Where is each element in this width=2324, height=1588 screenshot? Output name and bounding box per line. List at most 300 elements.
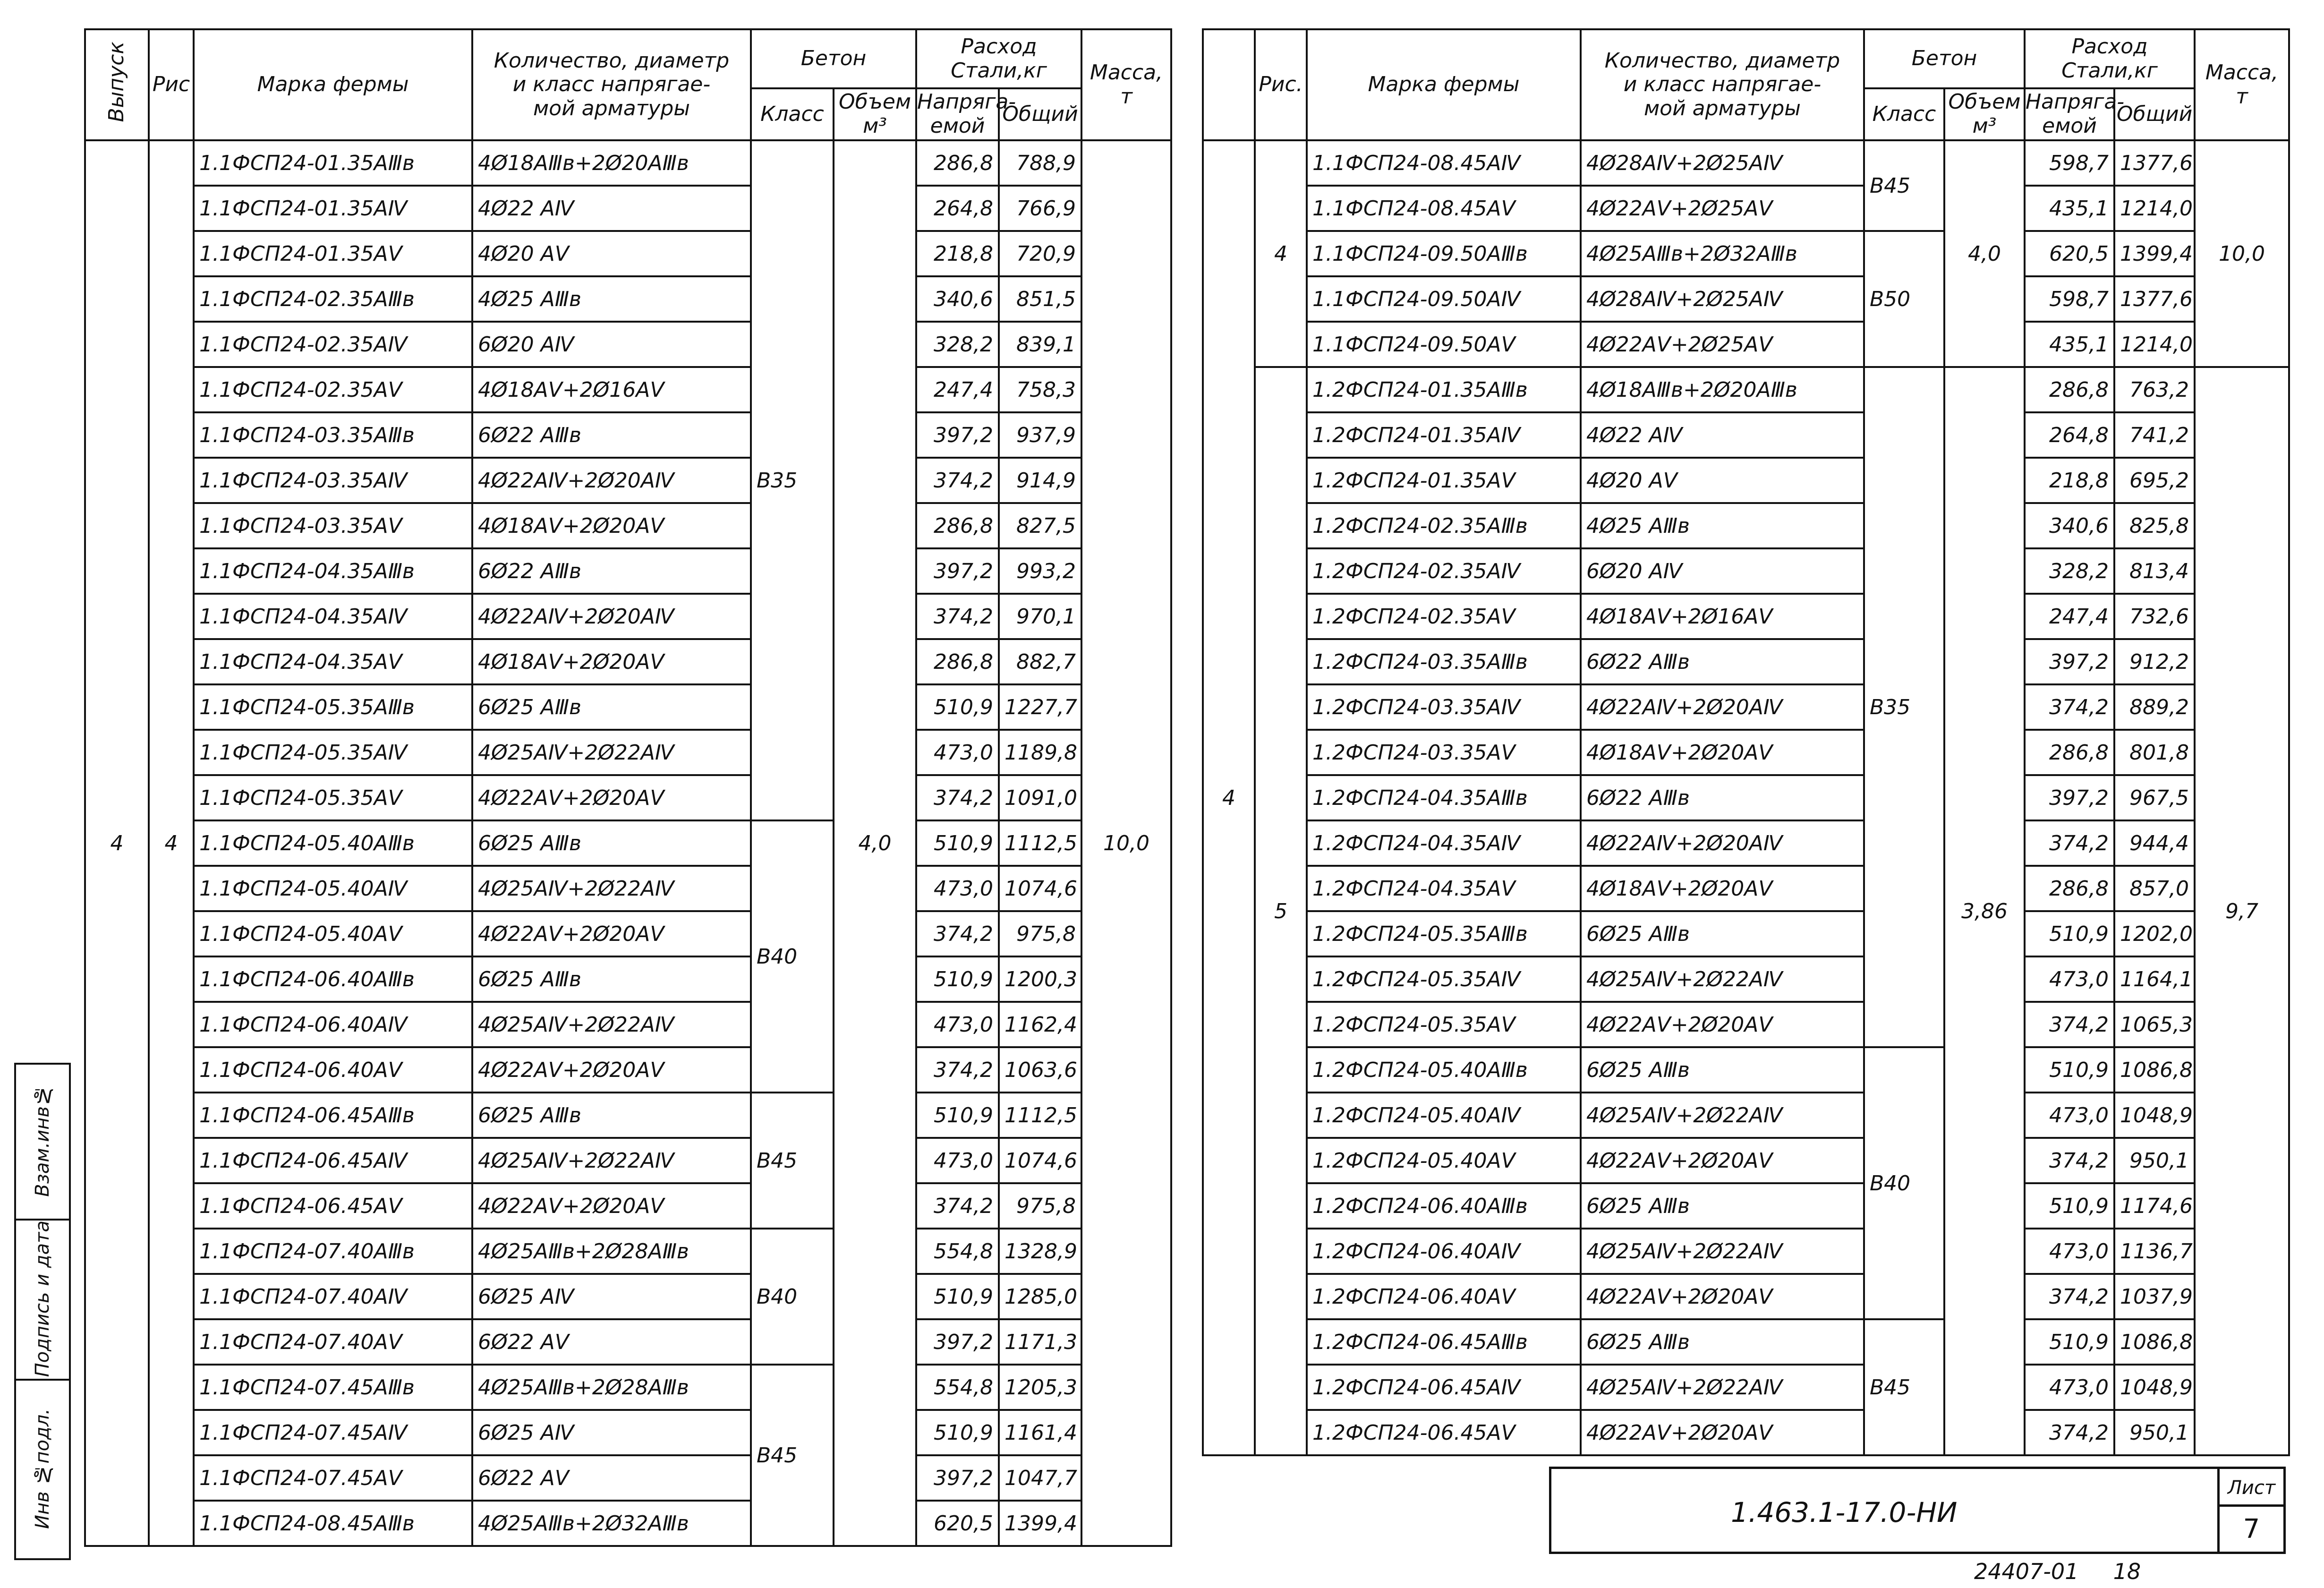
marka-cell: 1.1ФСП24-01.35АⅢв [194,140,472,186]
armatura-cell: 6Ø22 АⅢв [1581,639,1864,684]
armatura-cell: 4Ø22АⅤ+2Ø25АⅤ [1581,322,1864,367]
header-rashod-obsh-right: Общий [2114,88,2195,140]
obsh-cell: 967,5 [2114,775,2195,820]
obsh-cell: 695,2 [2114,458,2195,503]
obsh-cell: 944,4 [2114,820,2195,866]
napr-cell: 554,8 [916,1229,999,1274]
table-row [85,730,1171,775]
table-row [85,231,1171,276]
obsh-cell: 970,1 [999,594,1081,639]
header-ris-right: Рис. [1255,29,1307,140]
table-row [1203,1138,2289,1183]
beton-obem-cell: 4,0 [834,140,916,1546]
table-row [85,911,1171,956]
ris-cell: 5 [1255,367,1307,1455]
marka-cell: 1.1ФСП24-02.35АⅢв [194,276,472,322]
napr-cell: 435,1 [2025,186,2114,231]
table-row [1203,322,2289,367]
armatura-cell: 4Ø28АⅣ+2Ø25АⅣ [1581,140,1864,186]
napr-cell: 510,9 [916,684,999,730]
marka-cell: 1.2ФСП24-04.35АⅣ [1307,820,1581,866]
beton-klass-cell: B35 [751,140,834,820]
table-row [85,594,1171,639]
napr-cell: 510,9 [2025,1183,2114,1229]
stamp-vzam: Взам.инв№ [15,1064,70,1220]
title-code: 1.463.1-17.0-НИ [1731,1496,1958,1528]
napr-cell: 435,1 [2025,322,2114,367]
napr-cell: 598,7 [2025,276,2114,322]
header-ris: Рис [149,29,194,140]
marka-cell: 1.1ФСП24-07.40АⅢв [194,1229,472,1274]
obsh-cell: 1074,6 [999,1138,1081,1183]
vypusk-cell: 4 [85,140,149,1546]
table-row [85,276,1171,322]
obsh-cell: 1214,0 [2114,186,2195,231]
marka-cell: 1.2ФСП24-02.35АⅢв [1307,503,1581,548]
napr-cell: 397,2 [916,412,999,458]
title-block [1549,1467,2286,1554]
obsh-cell: 1162,4 [999,1002,1081,1047]
obsh-cell: 889,2 [2114,684,2195,730]
napr-cell: 374,2 [2025,1138,2114,1183]
armatura-cell: 4Ø22АⅣ+2Ø20АⅣ [472,594,751,639]
obsh-cell: 1214,0 [2114,322,2195,367]
obsh-cell: 1399,4 [2114,231,2195,276]
beton-klass-cell: B45 [1864,1319,1944,1455]
marka-cell: 1.2ФСП24-05.40АⅢв [1307,1047,1581,1093]
table-row [85,820,1171,866]
obsh-cell: 1202,0 [2114,911,2195,956]
marka-cell: 1.1ФСП24-06.45АⅤ [194,1183,472,1229]
armatura-cell: 6Ø25 АⅣ [472,1274,751,1319]
header-vypusk-right [1203,29,1255,140]
napr-cell: 286,8 [2025,367,2114,412]
beton-klass-cell: B50 [1864,231,1944,367]
marka-cell: 1.2ФСП24-06.45АⅢв [1307,1319,1581,1365]
obsh-cell: 1065,3 [2114,1002,2195,1047]
ris-cell: 4 [1255,140,1307,367]
table-row [85,1274,1171,1319]
header-rashod-obsh: Общий [999,88,1081,140]
napr-cell: 510,9 [2025,911,2114,956]
marka-cell: 1.2ФСП24-03.35АⅣ [1307,684,1581,730]
marka-cell: 1.1ФСП24-08.45АⅣ [1307,140,1581,186]
napr-cell: 286,8 [2025,730,2114,775]
table-row [85,1002,1171,1047]
napr-cell: 374,2 [2025,1274,2114,1319]
table-row [85,639,1171,684]
napr-cell: 510,9 [2025,1047,2114,1093]
armatura-cell: 6Ø22 АⅤ [472,1319,751,1365]
armatura-cell: 4Ø22АⅤ+2Ø20АⅤ [472,775,751,820]
obsh-cell: 1074,6 [999,866,1081,911]
header-marka: Марка фермы [194,29,472,140]
obsh-cell: 1086,8 [2114,1047,2195,1093]
obsh-cell: 1037,9 [2114,1274,2195,1319]
napr-cell: 374,2 [916,1183,999,1229]
table-row [85,503,1171,548]
armatura-cell: 6Ø20 АⅣ [1581,548,1864,594]
table-row [85,412,1171,458]
table-row [85,1138,1171,1183]
obsh-cell: 950,1 [2114,1410,2195,1455]
napr-cell: 340,6 [2025,503,2114,548]
napr-cell: 397,2 [916,548,999,594]
footer-number: 24407-01 18 [1974,1559,2141,1584]
marka-cell: 1.2ФСП24-06.40АⅤ [1307,1274,1581,1319]
table-row [1203,639,2289,684]
table-row [1203,594,2289,639]
header-massa-right: Масса, т [2195,29,2289,140]
napr-cell: 374,2 [2025,820,2114,866]
marka-cell: 1.1ФСП24-03.35АⅤ [194,503,472,548]
armatura-cell: 4Ø22АⅤ+2Ø20АⅤ [1581,1002,1864,1047]
table-row [85,1229,1171,1274]
marka-cell: 1.1ФСП24-03.35АⅢв [194,412,472,458]
header-rashod-napr-right: Напряга- емой [2025,88,2114,140]
obsh-cell: 975,8 [999,911,1081,956]
table-row [1203,775,2289,820]
napr-cell: 473,0 [916,1002,999,1047]
obsh-cell: 813,4 [2114,548,2195,594]
marka-cell: 1.2ФСП24-04.35АⅤ [1307,866,1581,911]
armatura-cell: 4Ø22АⅤ+2Ø20АⅤ [1581,1138,1864,1183]
marka-cell: 1.1ФСП24-03.35АⅣ [194,458,472,503]
stamp-podpis: Подпись и дата [15,1220,70,1380]
marka-cell: 1.2ФСП24-06.45АⅤ [1307,1410,1581,1455]
table-row [85,956,1171,1002]
armatura-cell: 6Ø25 АⅢв [472,820,751,866]
obsh-cell: 912,2 [2114,639,2195,684]
armatura-cell: 4Ø25АⅣ+2Ø22АⅣ [472,730,751,775]
obsh-cell: 732,6 [2114,594,2195,639]
title-list-cell [2217,1469,2283,1552]
table-row [1203,503,2289,548]
right-spec-table [1202,28,2290,1456]
obsh-cell: 914,9 [999,458,1081,503]
armatura-cell: 4Ø18АⅤ+2Ø20АⅤ [1581,730,1864,775]
table-row [1203,911,2289,956]
ris-cell: 4 [149,140,194,1546]
margin-stamp [14,1063,71,1560]
armatura-cell: 6Ø25 АⅣ [472,1410,751,1455]
obsh-cell: 801,8 [2114,730,2195,775]
obsh-cell: 1048,9 [2114,1093,2195,1138]
napr-cell: 340,6 [916,276,999,322]
marka-cell: 1.1ФСП24-07.40АⅤ [194,1319,472,1365]
armatura-cell: 4Ø20 АⅤ [1581,458,1864,503]
armatura-cell: 4Ø25 АⅢв [1581,503,1864,548]
obsh-cell: 1328,9 [999,1229,1081,1274]
table-row [1203,1229,2289,1274]
marka-cell: 1.2ФСП24-05.35АⅣ [1307,956,1581,1002]
obsh-cell: 1377,6 [2114,140,2195,186]
armatura-cell: 4Ø20 АⅤ [472,231,751,276]
napr-cell: 286,8 [916,639,999,684]
obsh-cell: 975,8 [999,1183,1081,1229]
armatura-cell: 4Ø22АⅣ+2Ø20АⅣ [1581,820,1864,866]
beton-obem-cell: 3,86 [1944,367,2025,1455]
massa-cell: 10,0 [2195,140,2289,367]
header-marka-right: Марка фермы [1307,29,1581,140]
header-beton-klass: Класс [751,88,834,140]
napr-cell: 473,0 [916,866,999,911]
header-vypusk: Выпуск [85,29,149,140]
table-row [1203,231,2289,276]
marka-cell: 1.1ФСП24-09.50АⅢв [1307,231,1581,276]
obsh-cell: 1112,5 [999,820,1081,866]
beton-klass-cell: B45 [751,1365,834,1546]
table-row [1203,412,2289,458]
marka-cell: 1.1ФСП24-05.40АⅤ [194,911,472,956]
obsh-cell: 1048,9 [2114,1365,2195,1410]
napr-cell: 286,8 [2025,866,2114,911]
armatura-cell: 4Ø25АⅣ+2Ø22АⅣ [472,1002,751,1047]
table-row [1203,1002,2289,1047]
table-row [1203,820,2289,866]
obsh-cell: 1136,7 [2114,1229,2195,1274]
table-row [1203,866,2289,911]
marka-cell: 1.1ФСП24-07.45АⅣ [194,1410,472,1455]
marka-cell: 1.2ФСП24-06.40АⅢв [1307,1183,1581,1229]
armatura-cell: 4Ø22АⅤ+2Ø20АⅤ [472,1183,751,1229]
marka-cell: 1.1ФСП24-04.35АⅢв [194,548,472,594]
obsh-cell: 1200,3 [999,956,1081,1002]
vypusk-cell: 4 [1203,140,1255,1455]
marka-cell: 1.2ФСП24-03.35АⅢв [1307,639,1581,684]
armatura-cell: 6Ø25 АⅢв [1581,1319,1864,1365]
napr-cell: 374,2 [2025,1002,2114,1047]
table-row [85,1365,1171,1410]
napr-cell: 286,8 [916,503,999,548]
armatura-cell: 4Ø25АⅣ+2Ø22АⅣ [1581,1093,1864,1138]
napr-cell: 264,8 [2025,412,2114,458]
armatura-cell: 6Ø22 АⅢв [1581,775,1864,820]
armatura-cell: 4Ø18АⅤ+2Ø16АⅤ [472,367,751,412]
napr-cell: 510,9 [916,1410,999,1455]
marka-cell: 1.1ФСП24-02.35АⅣ [194,322,472,367]
napr-cell: 510,9 [916,1093,999,1138]
table-row [85,1501,1171,1546]
marka-cell: 1.1ФСП24-07.40АⅣ [194,1274,472,1319]
obsh-cell: 1164,1 [2114,956,2195,1002]
napr-cell: 473,0 [2025,1093,2114,1138]
table-row [1203,956,2289,1002]
napr-cell: 397,2 [2025,775,2114,820]
stamp-inv: Инв №подл. [15,1380,70,1559]
table-row [1203,367,2289,412]
armatura-cell: 4Ø18АⅤ+2Ø20АⅤ [1581,866,1864,911]
header-beton-obem-right: Объем м³ [1944,88,2025,140]
table-row [85,684,1171,730]
massa-cell: 9,7 [2195,367,2289,1455]
napr-cell: 554,8 [916,1365,999,1410]
armatura-cell: 4Ø25 АⅢв [472,276,751,322]
napr-cell: 397,2 [2025,639,2114,684]
header-kolichestvo-right: Количество, диаметр и класс напрягае- мой арматуры [1581,29,1864,140]
table-row [1203,458,2289,503]
napr-cell: 473,0 [2025,1365,2114,1410]
obsh-cell: 766,9 [999,186,1081,231]
table-row [85,186,1171,231]
armatura-cell: 4Ø18АⅢв+2Ø20АⅢв [472,140,751,186]
marka-cell: 1.1ФСП24-05.40АⅢв [194,820,472,866]
table-row [1203,730,2289,775]
napr-cell: 473,0 [916,730,999,775]
marka-cell: 1.2ФСП24-05.40АⅣ [1307,1093,1581,1138]
header-kolichestvo: Количество, диаметр и класс напрягае- мой арматуры [472,29,751,140]
obsh-cell: 827,5 [999,503,1081,548]
obsh-cell: 1189,8 [999,730,1081,775]
table-row [1203,276,2289,322]
armatura-cell: 4Ø22АⅣ+2Ø20АⅣ [472,458,751,503]
armatura-cell: 4Ø25АⅢв+2Ø28АⅢв [472,1229,751,1274]
marka-cell: 1.2ФСП24-02.35АⅤ [1307,594,1581,639]
armatura-cell: 6Ø25 АⅢв [472,1093,751,1138]
marka-cell: 1.1ФСП24-05.35АⅣ [194,730,472,775]
obsh-cell: 763,2 [2114,367,2195,412]
header-beton: Бетон [751,29,916,88]
armatura-cell: 4Ø28АⅣ+2Ø25АⅣ [1581,276,1864,322]
obsh-cell: 1063,6 [999,1047,1081,1093]
obsh-cell: 857,0 [2114,866,2195,911]
header-rashod-napr: Напряга- емой [916,88,999,140]
header-beton-right: Бетон [1864,29,2025,88]
table-row [85,367,1171,412]
obsh-cell: 720,9 [999,231,1081,276]
beton-klass-cell: B40 [751,1229,834,1365]
marka-cell: 1.1ФСП24-07.45АⅤ [194,1455,472,1501]
obsh-cell: 1161,4 [999,1410,1081,1455]
armatura-cell: 4Ø25АⅣ+2Ø22АⅣ [472,1138,751,1183]
title-list-number: 7 [2243,1514,2260,1545]
header-rashod-right: Расход Стали,кг [2025,29,2195,88]
napr-cell: 328,2 [2025,548,2114,594]
armatura-cell: 6Ø25 АⅢв [1581,1047,1864,1093]
table-row [1203,684,2289,730]
obsh-cell: 1091,0 [999,775,1081,820]
title-list-label: Лист [2220,1469,2283,1507]
beton-klass-cell: B35 [1864,367,1944,1047]
table-row [85,548,1171,594]
napr-cell: 218,8 [916,231,999,276]
marka-cell: 1.2ФСП24-05.35АⅤ [1307,1002,1581,1047]
armatura-cell: 4Ø22АⅤ+2Ø20АⅤ [472,911,751,956]
armatura-cell: 4Ø22АⅤ+2Ø20АⅤ [1581,1274,1864,1319]
marka-cell: 1.2ФСП24-01.35АⅣ [1307,412,1581,458]
obsh-cell: 1377,6 [2114,276,2195,322]
marka-cell: 1.1ФСП24-07.45АⅢв [194,1365,472,1410]
armatura-cell: 4Ø25АⅢв+2Ø28АⅢв [472,1365,751,1410]
marka-cell: 1.2ФСП24-06.40АⅣ [1307,1229,1581,1274]
marka-cell: 1.1ФСП24-04.35АⅤ [194,639,472,684]
armatura-cell: 4Ø25АⅣ+2Ø22АⅣ [1581,956,1864,1002]
obsh-cell: 993,2 [999,548,1081,594]
armatura-cell: 6Ø25 АⅢв [472,956,751,1002]
marka-cell: 1.1ФСП24-06.45АⅣ [194,1138,472,1183]
napr-cell: 264,8 [916,186,999,231]
beton-klass-cell: B40 [1864,1047,1944,1319]
napr-cell: 374,2 [916,775,999,820]
marka-cell: 1.2ФСП24-06.45АⅣ [1307,1365,1581,1410]
marka-cell: 1.1ФСП24-09.50АⅣ [1307,276,1581,322]
marka-cell: 1.1ФСП24-01.35АⅤ [194,231,472,276]
obsh-cell: 1047,7 [999,1455,1081,1501]
header-beton-obem: Объем м³ [834,88,916,140]
table-row [1203,140,2289,186]
obsh-cell: 950,1 [2114,1138,2195,1183]
napr-cell: 510,9 [2025,1319,2114,1365]
armatura-cell: 4Ø25АⅣ+2Ø22АⅣ [472,866,751,911]
obsh-cell: 825,8 [2114,503,2195,548]
armatura-cell: 4Ø25АⅣ+2Ø22АⅣ [1581,1365,1864,1410]
marka-cell: 1.2ФСП24-01.35АⅤ [1307,458,1581,503]
napr-cell: 510,9 [916,820,999,866]
armatura-cell: 4Ø18АⅢв+2Ø20АⅢв [1581,367,1864,412]
marka-cell: 1.1ФСП24-06.40АⅣ [194,1002,472,1047]
beton-klass-cell: B45 [1864,140,1944,231]
armatura-cell: 4Ø25АⅢв+2Ø32АⅢв [472,1501,751,1546]
napr-cell: 374,2 [916,911,999,956]
napr-cell: 397,2 [916,1319,999,1365]
table-row [1203,186,2289,231]
napr-cell: 473,0 [916,1138,999,1183]
table-row [85,1455,1171,1501]
table-row [85,866,1171,911]
marka-cell: 1.1ФСП24-09.50АⅤ [1307,322,1581,367]
beton-obem-cell: 4,0 [1944,140,2025,367]
beton-klass-cell: B40 [751,820,834,1093]
napr-cell: 473,0 [2025,956,2114,1002]
marka-cell: 1.1ФСП24-05.35АⅤ [194,775,472,820]
napr-cell: 218,8 [2025,458,2114,503]
obsh-cell: 1086,8 [2114,1319,2195,1365]
table-row [1203,1274,2289,1319]
table-row [1203,1093,2289,1138]
table-row [85,458,1171,503]
table-row [85,1410,1171,1455]
armatura-cell: 6Ø25 АⅢв [1581,1183,1864,1229]
table-row [1203,1047,2289,1093]
obsh-cell: 1174,6 [2114,1183,2195,1229]
armatura-cell: 6Ø20 АⅣ [472,322,751,367]
obsh-cell: 839,1 [999,322,1081,367]
marka-cell: 1.1ФСП24-06.40АⅤ [194,1047,472,1093]
table-row [85,1093,1171,1138]
header-beton-klass-right: Класс [1864,88,1944,140]
napr-cell: 620,5 [916,1501,999,1546]
table-row [1203,1365,2289,1410]
obsh-cell: 788,9 [999,140,1081,186]
obsh-cell: 758,3 [999,367,1081,412]
marka-cell: 1.1ФСП24-02.35АⅤ [194,367,472,412]
napr-cell: 247,4 [916,367,999,412]
napr-cell: 510,9 [916,1274,999,1319]
napr-cell: 374,2 [916,1047,999,1093]
armatura-cell: 6Ø25 АⅢв [472,684,751,730]
obsh-cell: 1205,3 [999,1365,1081,1410]
marka-cell: 1.2ФСП24-01.35АⅢв [1307,367,1581,412]
obsh-cell: 1112,5 [999,1093,1081,1138]
armatura-cell: 6Ø22 АⅢв [472,548,751,594]
marka-cell: 1.2ФСП24-05.40АⅤ [1307,1138,1581,1183]
obsh-cell: 1227,7 [999,684,1081,730]
marka-cell: 1.1ФСП24-05.40АⅣ [194,866,472,911]
napr-cell: 620,5 [2025,231,2114,276]
left-spec-table [84,28,1172,1547]
header-massa: Масса, т [1081,29,1171,140]
napr-cell: 510,9 [916,956,999,1002]
